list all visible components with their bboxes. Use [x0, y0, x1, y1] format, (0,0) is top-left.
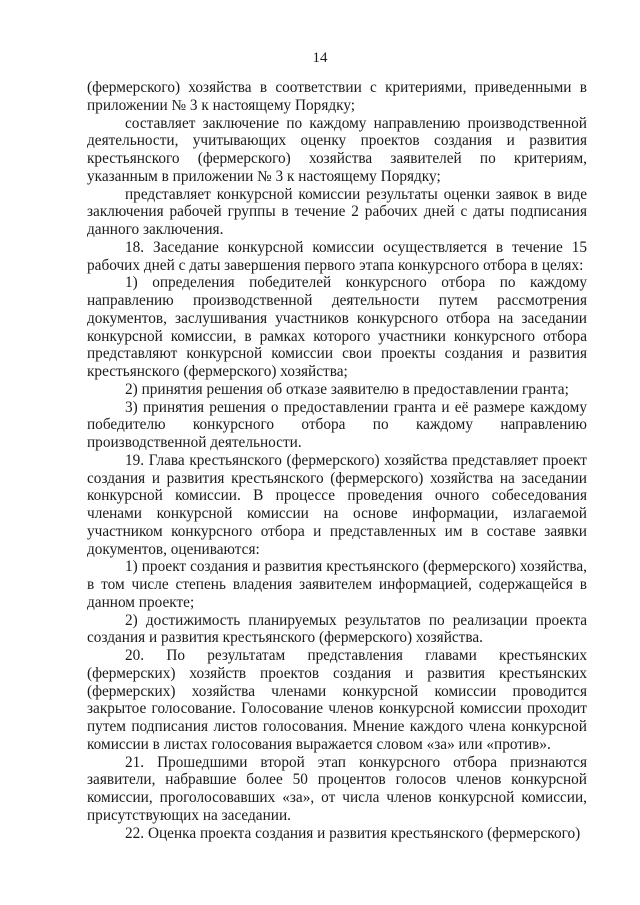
paragraph-18: 18. Заседание конкурсной комиссии осуществляется в течение 15 рабочих дней с даты завершения первого этапа конкурсного отбора в целях:	[87, 238, 587, 274]
paragraph-21: 21. Прошедшими второй этап конкурсного отбора признаются заявители, набравшие более 50 процентов голосов членов конкурсной комиссии, проголосовавших «за», от числа членов конкурсной комиссии, присутствующих на заседании.	[87, 753, 587, 824]
paragraph-18-item-2: 2) принятия решения об отказе заявителю в предоставлении гранта;	[125, 380, 569, 398]
paragraph-conclusion: составляет заключение по каждому направлению производственной деятельности, учитывающих оценку проектов создания и развития крестьянского (фермерского) хозяйства заявителей по критериям, указанным в приложении № 3 к настоящему Порядку;	[87, 114, 587, 185]
paragraph-18-item-3: 3) принятия решения о предоставлении гранта и её размере каждому победителю конкурсного отбора по каждому направлению производственной деятельности.	[87, 398, 587, 451]
paragraph-22: 22. Оценка проекта создания и развития крестьянского (фермерского)	[125, 824, 581, 842]
document-body	[87, 79, 587, 842]
paragraph-18-item-1: 1) определения победителей конкурсного отбора по каждому направлению производственной деятельности путем рассмотрения документов, заслушивания участников конкурсного отбора на заседании конкурсной комиссии, в рамках которого участники конкурсного отбора представляют конкурсной комиссии свои проекты создания и развития крестьянского (фермерского) хозяйства;	[87, 274, 587, 380]
paragraph-continuation: (фермерского) хозяйства в соответствии с критериями, приведенными в приложении № 3 к настоящему Порядку;	[87, 79, 587, 114]
paragraph-19-item-2: 2) достижимость планируемых результатов по реализации проекта создания и развития крестьянского (фермерского) хозяйства.	[87, 611, 587, 647]
paragraph-20: 20. По результатам представления главами крестьянских (фермерских) хозяйств проектов создания и развития крестьянских (фермерских) хозяйства членами конкурсной комиссии проводится закрытое голосование. Голосование членов конкурсной комиссии проходит путем подписания листов голосования. Мнение каждого члена конкурсной комиссии в листах голосования выражается словом «за» или «против».	[87, 647, 587, 753]
paragraph-19-item-1: 1) проект создания и развития крестьянского (фермерского) хозяйства, в том числе степень владения заявителем информацией, содержащейся в данном проекте;	[87, 558, 587, 611]
page-number: 14	[312, 50, 328, 66]
paragraph-results: представляет конкурсной комиссии результаты оценки заявок в виде заключения рабочей группы в течение 2 рабочих дней с даты подписания данного заключения.	[87, 185, 587, 238]
paragraph-19: 19. Глава крестьянского (фермерского) хозяйства представляет проект создания и развития крестьянского (фермерского) хозяйства на заседании конкурсной комиссии. В процессе проведения очного собеседования членами конкурсной комиссии на основе информации, излагаемой участником конкурсного отбора и представленных им в составе заявки документов, оцениваются:	[87, 451, 587, 558]
